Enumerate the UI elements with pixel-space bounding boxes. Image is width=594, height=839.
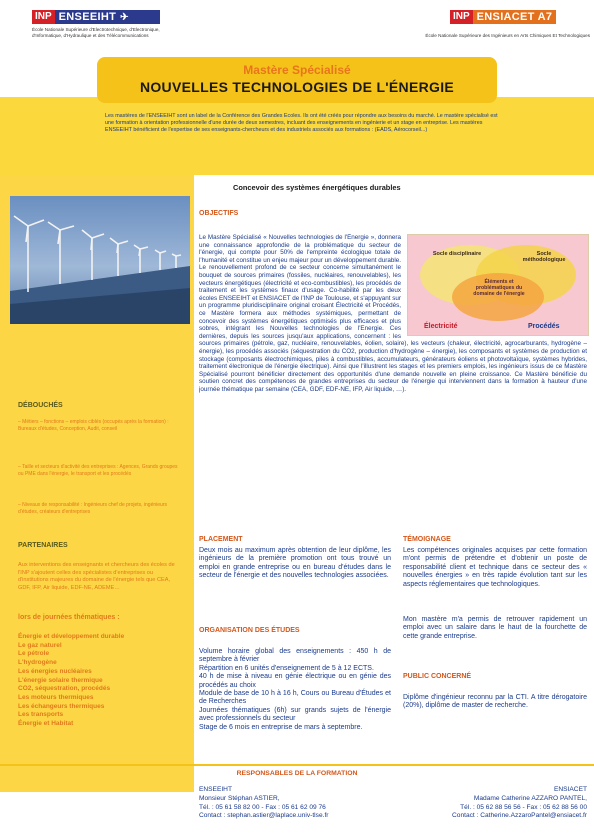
- placement-text: Deux mois au maximum après obtention de leur diplôme, les ingénieurs de la première promotion ont tous trouvé un emploi en grande entreprise ou en bureau d'études dans le secteur de l'énergie et des nouvelles technologies associées.: [199, 547, 391, 580]
- intro-band: [0, 97, 594, 175]
- diagram-socle-disciplinaire: Socle disciplinaire: [432, 251, 482, 257]
- journee-item: Les transports: [18, 711, 64, 719]
- journee-item: Énergie et Habitat: [18, 720, 74, 728]
- enseeiht-subtitle-2: d'Informatique, d'Hydraulique et des Télécommunications: [32, 33, 149, 38]
- diagram-socle-methodologique: Socle méthodologique: [522, 251, 566, 263]
- enseeiht-logo: [32, 10, 160, 39]
- temoignage-title: TÉMOIGNAGE: [403, 536, 451, 543]
- objectifs-text: [199, 234, 587, 464]
- journees-list: [18, 633, 124, 729]
- organisation-list: [199, 648, 391, 732]
- right-tel: Tél. : 05 62 88 56 56 - Fax : 05 62 88 56 00: [460, 803, 587, 811]
- diagram-electricite: Électricité: [424, 323, 458, 330]
- page-subtitle: Concevoir des systèmes énergétiques durables: [233, 183, 401, 192]
- organisation-title: ORGANISATION DES ÉTUDES: [199, 627, 300, 634]
- partenaires-title: PARTENAIRES: [18, 542, 68, 549]
- debouches-title: DÉBOUCHÉS: [18, 402, 63, 409]
- journees-title: lors de journées thématiques :: [18, 614, 120, 621]
- objectifs-title: OBJECTIFS: [199, 210, 239, 217]
- ensiacet-subtitle: École Nationale Supérieure des Ingénieurs en Arts Chimiques Et Technologiques: [425, 33, 590, 38]
- left-school: ENSEEIHT: [199, 786, 232, 793]
- inp-label: INP: [32, 10, 55, 24]
- organisation-item: Volume horaire global des enseignements : 450 h de septembre à février: [199, 648, 391, 664]
- title-banner: [97, 57, 497, 103]
- diagram-elements: Éléments et problématiques du domaine de l'énergie: [473, 279, 525, 297]
- left-contact[interactable]: Contact : stephan.astier@laplace.univ-tlse.fr: [199, 812, 329, 820]
- left-name: Monsieur Stéphan ASTIER,: [199, 794, 280, 802]
- diagram-procedes: Procédés: [528, 323, 560, 330]
- diagram-spacer: [401, 234, 587, 338]
- banner-subtitle: Mastère Spécialisé: [243, 63, 351, 77]
- public-title: PUBLIC CONCERNÉ: [403, 673, 472, 680]
- debouches-text-2: – Taille et secteurs d'activité des entreprises : Agences, Grands groupes ou PME dans l'énergie, le transport et les procédés: [18, 464, 178, 477]
- journee-item: Les moteurs thermiques: [18, 693, 94, 701]
- temoignage-text-2: Mon mastère m'a permis de retrouver rapidement un emploi avec un salaire dans le haut de la fourchette de cette grande entreprise.: [403, 616, 587, 640]
- temoignage-text-1: Les compétences originales acquises par cette formation m'ont permis de prétendre et d'obtenir un poste de responsabilité client et technique dans ce secteur des « nouvelles énergies » en très rapide évolution tant sur les aspects réglementaires que technologiques.: [403, 547, 587, 588]
- intro-text: Les mastères de l'ENSEEIHT sont un label de la Conférence des Grandes Ecoles. Ils ont été créés pour répondre aux besoins du marché. Le mastère spécialisé est une formation à orientation professionnelle d'une durée de deux semestres, incluant des enseignements en ingénierie et un stage en entreprise. Les mastères ENSEEIHT bénéficient de l'expertise de ses enseignants-chercheurs et des industriels associés aux formations : (EADS, Aérocorseil...): [105, 113, 498, 133]
- right-school: ENSIACET: [554, 786, 587, 793]
- banner-title: NOUVELLES TECHNOLOGIES DE L'ÉNERGIE: [139, 79, 455, 95]
- enseeiht-name: ENSEEIHT: [58, 11, 117, 23]
- enseeiht-subtitle-1: École Nationale Supérieure d'Electrotechnique, d'Electronique,: [32, 27, 160, 32]
- partenaires-text: Aux interventions des enseignants et chercheurs des écoles de l'INP s'ajoutent celles des spécialistes d'entreprises ou d'institutions majeures du domaine de l'énergie tels que CEA, GDF, IFP, Air liquide, EDF-NE, ADEME…: [18, 562, 175, 591]
- objectifs-paragraph: Le Mastère Spécialisé « Nouvelles technologies de l'Énergie », donnera une connaissance approfondie de la problématique du secteur de l'énergie, qui compte pour 50% de l'empreinte écologique totale de l'humanité et constitue un enjeu majeur pour un développement durable. Le renouvellement profond de ce secteur concerne simultanément le bouquet de sources primaires (fossiles, nucléaires, renouvelables), les vecteurs énergétiques (électricité et eco-combustibles), les procédés de traitement et les systèmes finaux d'usage. Co-habilité par les deux écoles ENSEEIHT et ENSIACET de l'INP de Toulouse, et s'appuyant sur un programme pluridisciplinaire original croisant Électricité et Procédés, ce Mastère formera aux méthodes systémiques, permettant de concevoir des systèmes énergétiques optimisés plus efficaces et plus sobres, intégrant les Nouvelles technologies de l'Energie. Ces dernières, depuis les sources jusqu'aux applications, concernent : les sources primaires (pétrole, gaz, nucléaire, renouvelables, éolien, solaire), les vecteurs (chaleur, électricité, agrocarburants, hydrogène – énergie), les procédés associés (séquestration du CO2, production d'hydrogène – énergie), les composants et systèmes de production et stockage (composants électrochimiques, piles à combustibles, accumulateurs, générateurs éoliens et photovoltaïque, systèmes hybrides, traitement électronique de l'énergie électrique). Ainsi que l'illustrent les stages et les premiers emplois, les ingénieurs issus de ce Mastère Spécialisé pourront bénéficier directement des opportunités d'une demande nouvelle en pleine croissance. Ce Mastère bénéficie du soutien concret des compétences de grandes entreprises du secteur de l'énergie qui interviennent dans la formation à hauteur d'une journée thématique par semaine (CEA, GDF, EDF-NE, IFP, Air liquide, …).: [199, 234, 587, 393]
- organisation-item: 40 h de mise à niveau en génie électrique ou en génie des procédés au choix: [199, 673, 391, 689]
- journee-item: CO2, séquestration, procédés: [18, 685, 111, 693]
- journee-item: Le gaz naturel: [18, 641, 62, 649]
- organisation-item: Stage de 6 mois en entreprise de mars à septembre.: [199, 723, 363, 731]
- journee-item: L'énergie solaire thermique: [18, 676, 103, 684]
- journee-item: Le pétrole: [18, 650, 50, 658]
- ensiacet-name: ENSIACET A7: [476, 11, 553, 23]
- right-contact[interactable]: Contact : Catherine.AzzaroPantel@ensiacet.fr: [452, 812, 587, 820]
- responsables-title: RESPONSABLES DE LA FORMATION: [236, 770, 358, 777]
- organisation-item: Module de base de 10 h à 16 h, Cours ou Bureau d'Études et de Recherches: [199, 690, 391, 706]
- responsable-left: [199, 786, 328, 821]
- right-name: Madame Catherine AZZARO PANTEL,: [473, 794, 587, 802]
- ensiacet-logo: [450, 10, 556, 24]
- debouches-text-1: – Métiers – fonctions – emplois ciblés (occupés après la formation) : Bureaux d'études, Conception, Audit, conseil: [18, 419, 169, 432]
- journee-item: L'hydrogène: [18, 659, 57, 667]
- placement-title: PLACEMENT: [199, 536, 243, 543]
- organisation-item: Répartition en 6 unités d'enseignement de 5 à 12 ECTS.: [199, 664, 374, 672]
- debouches-text-3: – Niveaux de responsabilité : Ingénieurs chef de projets, ingénieurs d'études, créateurs d'entreprises: [18, 502, 167, 515]
- journee-item: Les échangeurs thermiques: [18, 702, 105, 710]
- organisation-item: Journées thématiques (6h) sur grands sujets de l'énergie avec professionnels du secteur: [199, 706, 391, 723]
- public-text: Diplôme d'ingénieur reconnu par la CTI. A titre dérogatoire (20%), diplôme de master de recherche.: [403, 694, 587, 710]
- wind-turbines-photo: [10, 196, 190, 324]
- journee-item: Énergie et développement durable: [18, 633, 125, 640]
- bird-icon: ✈: [120, 11, 129, 23]
- footer-divider: [0, 764, 594, 766]
- inp-label-right: INP: [450, 10, 473, 24]
- responsable-right: [391, 786, 587, 821]
- journee-item: Les énergies nucléaires: [18, 667, 92, 675]
- left-tel: Tél. : 05 61 58 82 00 - Fax : 05 61 62 09 76: [199, 803, 326, 811]
